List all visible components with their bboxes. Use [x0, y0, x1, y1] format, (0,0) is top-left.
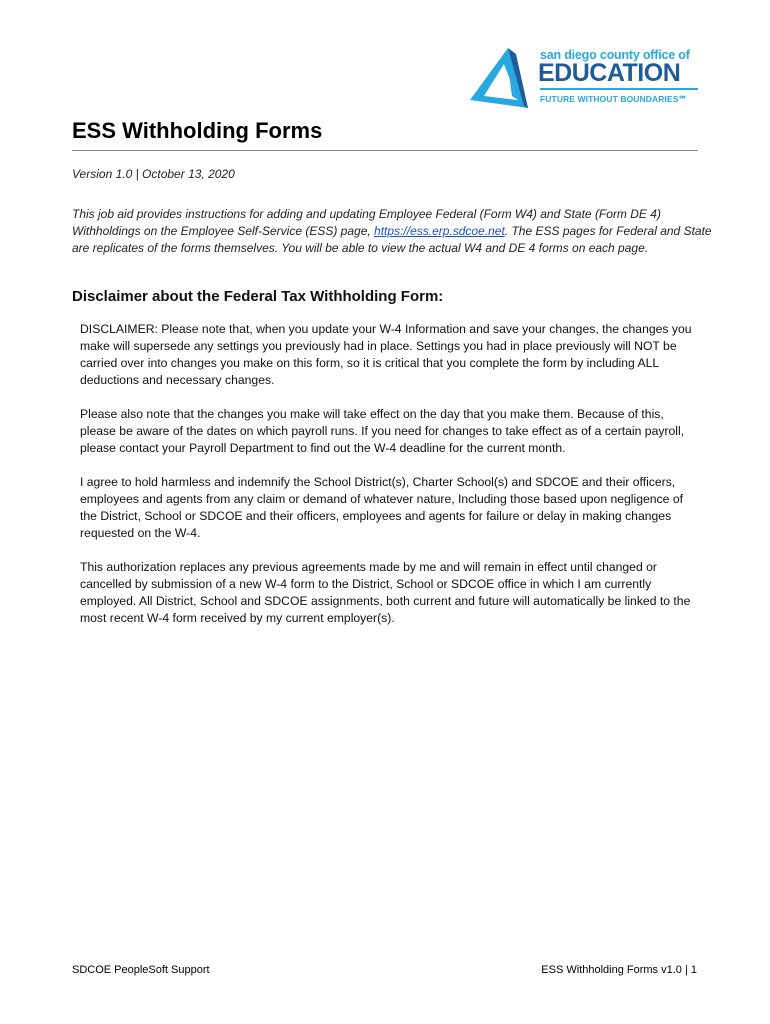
disclaimer-block — [80, 321, 720, 644]
disclaimer-line: employed. All District, School and SDCOE assignments, both current and future will automatically be linked to the — [80, 594, 691, 608]
disclaimer-paragraph — [80, 406, 720, 457]
disclaimer-line: carried over into changes you make on this form, so it is critical that you complete the form by including ALL — [80, 356, 660, 370]
intro-paragraph — [72, 206, 712, 257]
disclaimer-paragraph — [80, 474, 720, 542]
disclaimer-line: the District, School or SDCOE and their officers, employees and agents for failure or delay in making changes — [80, 509, 672, 523]
ess-link[interactable]: https://ess.erp.sdcoe.net — [374, 224, 505, 238]
footer-right: ESS Withholding Forms v1.0 | 1 — [541, 964, 697, 976]
disclaimer-paragraph — [80, 559, 720, 627]
footer-left: SDCOE PeopleSoft Support — [72, 964, 210, 976]
disclaimer-line: This authorization replaces any previous agreements made by me and will remain in effect until changed or — [80, 560, 657, 574]
disclaimer-line: please be aware of the dates on which payroll runs. If you need for changes to take effect as of a certain payroll, — [80, 424, 685, 438]
disclaimer-line: cancelled by submission of a new W-4 form to the District, School or SDCOE office in which I am currently — [80, 577, 652, 591]
section-heading: Disclaimer about the Federal Tax Withholding Form: — [72, 288, 444, 305]
intro-text-2: . The ESS pages for Federal and State are replicates of the forms themselves. You will be able to view the actual W4 and DE 4 forms on each page. — [72, 224, 712, 255]
disclaimer-line: requested on the W-4. — [80, 526, 201, 540]
disclaimer-paragraph — [80, 321, 720, 389]
disclaimer-line: employees and agents from any claim or demand of whatever nature, Including those based upon negligence of — [80, 492, 683, 506]
logo-tagline: FUTURE WITHOUT BOUNDARIES℠ — [540, 94, 688, 104]
disclaimer-line: make will supersede any settings you previously had in place. Settings you had in place previously will NOT be — [80, 339, 677, 353]
disclaimer-line: Please also note that the changes you make will take effect on the day that you make them. Because of this, — [80, 407, 664, 421]
disclaimer-line: please contact your Payroll Department to find out the W-4 deadline for the current month. — [80, 441, 566, 455]
logo-divider — [540, 88, 698, 90]
disclaimer-line: deductions and necessary changes. — [80, 373, 275, 387]
intro-text-1: This job aid provides instructions for adding and updating Employee Federal (Form W4) and State (Form DE 4) Withholdings on the Employee Self-Service (ESS) page, — [72, 207, 661, 238]
disclaimer-line: most recent W-4 form received by my current employer(s). — [80, 611, 395, 625]
version-line: Version 1.0 | October 13, 2020 — [72, 167, 235, 181]
page-title: ESS Withholding Forms — [72, 118, 323, 143]
logo-line2: EDUCATION — [538, 59, 681, 87]
title-rule — [72, 150, 698, 151]
disclaimer-line: DISCLAIMER: Please note that, when you update your W-4 Information and save your changes, the changes you — [80, 322, 692, 336]
disclaimer-line: I agree to hold harmless and indemnify the School District(s), Charter School(s) and SDCOE and their officers, — [80, 475, 676, 489]
sdcoe-logo — [470, 46, 700, 110]
logo-line1: san diego county office of — [540, 48, 690, 62]
triangle-logo-icon — [470, 46, 540, 110]
